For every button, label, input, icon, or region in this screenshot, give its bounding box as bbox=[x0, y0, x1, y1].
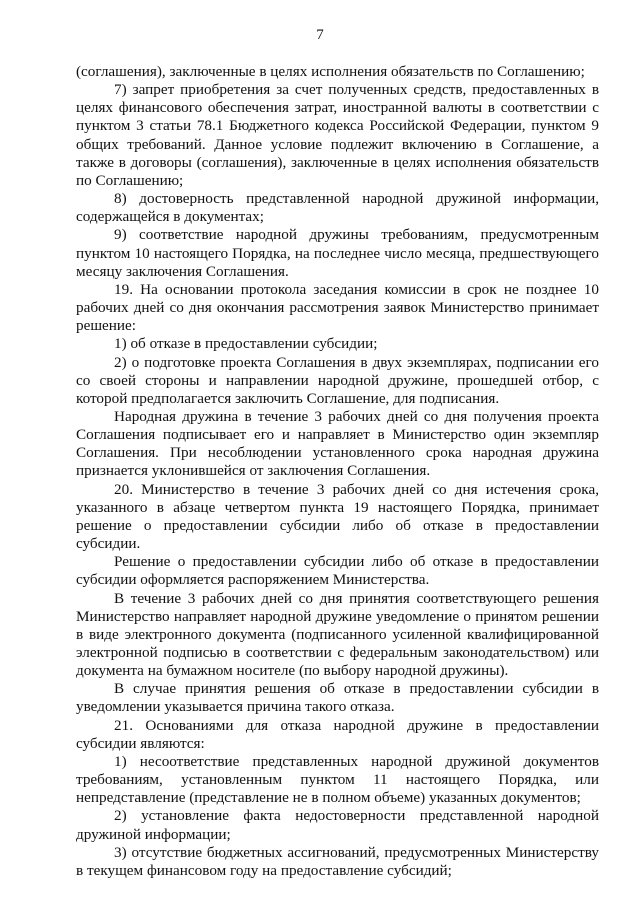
paragraph-clause-21: 21. Основаниями для отказа народной дружине в предоставлении субсидии являются: bbox=[76, 716, 599, 752]
paragraph-clause-19: 19. На основании протокола заседания комиссии в срок не позднее 10 рабочих дней со дня окончания рассмотрения заявок Министерство принимает решение: bbox=[76, 280, 599, 335]
paragraph-signing-terms: Народная дружина в течение 3 рабочих дней со дня получения проекта Соглашения подписывает его и направляет в Министерство один экземпляр Соглашения. При несоблюдении установленного срока народная дружина признается уклонившейся от заключения Соглашения. bbox=[76, 407, 599, 480]
paragraph-item-9: 9) соответствие народной дружины требованиям, предусмотренным пунктом 10 настоящего Порядка, на последнее число месяца, предшествующего месяцу заключения Соглашения. bbox=[76, 226, 599, 280]
document-body bbox=[76, 63, 599, 880]
paragraph-clause-21-item-3: 3) отсутствие бюджетных ассигнований, предусмотренных Министерству в текущем финансовом году на предоставление субсидий; bbox=[76, 843, 599, 879]
paragraph-clause-20: 20. Министерство в течение 3 рабочих дней со дня истечения срока, указанного в абзаце четвертом пункта 19 настоящего Порядка, принимает решение о предоставлении субсидии либо об отказе в предоставлении субсидии. bbox=[76, 480, 599, 553]
paragraph-item-7: 7) запрет приобретения за счет полученных средств, предоставленных в целях финансового обеспечения затрат, иностранной валюты в соответствии с пунктом 3 статьи 78.1 Бюджетного кодекса Российской Федерации, пунктом 9 общих требований. Данное условие подлежит включению в Соглашение, а также в договоры (соглашения), заключенные в целях исполнения обязательств по Соглашению; bbox=[76, 81, 599, 189]
paragraph-clause-21-item-1: 1) несоответствие представленных народной дружиной документов требованиям, установленным пунктом 11 настоящего Порядка, или непредставление (представление не в полном объеме) указанных документов; bbox=[76, 752, 599, 807]
paragraph-item-8: 8) достоверность представленной народной дружиной информации, содержащейся в документах; bbox=[76, 190, 599, 226]
paragraph-decision-form: Решение о предоставлении субсидии либо об отказе в предоставлении субсидии оформляется распоряжением Министерства. bbox=[76, 553, 599, 589]
paragraph-notification: В течение 3 рабочих дней со дня принятия соответствующего решения Министерство направляет народной дружине уведомление о принятом решении в виде электронного документа (подписанного усиленной квалифицированной электронной подписью в соответствии с федеральным законодательством) или документа на бумажном носителе (по выбору народной дружины). bbox=[76, 589, 599, 680]
paragraph-clause-21-item-2: 2) установление факта недостоверности представленной народной дружиной информации; bbox=[76, 807, 599, 843]
paragraph-clause-19-item-1: 1) об отказе в предоставлении субсидии; bbox=[114, 335, 378, 353]
paragraph-continuation: (соглашения), заключенные в целях исполнения обязательств по Соглашению; bbox=[76, 63, 585, 80]
paragraph-clause-19-item-2: 2) о подготовке проекта Соглашения в двух экземплярах, подписании его со своей стороны и направлении народной дружине, прошедшей отбор, с которой предполагается заключить Соглашение, для подписания. bbox=[76, 353, 599, 407]
paragraph-refusal-reason: В случае принятия решения об отказе в предоставлении субсидии в уведомлении указывается причина такого отказа. bbox=[76, 680, 599, 716]
page-number: 7 bbox=[316, 27, 324, 43]
